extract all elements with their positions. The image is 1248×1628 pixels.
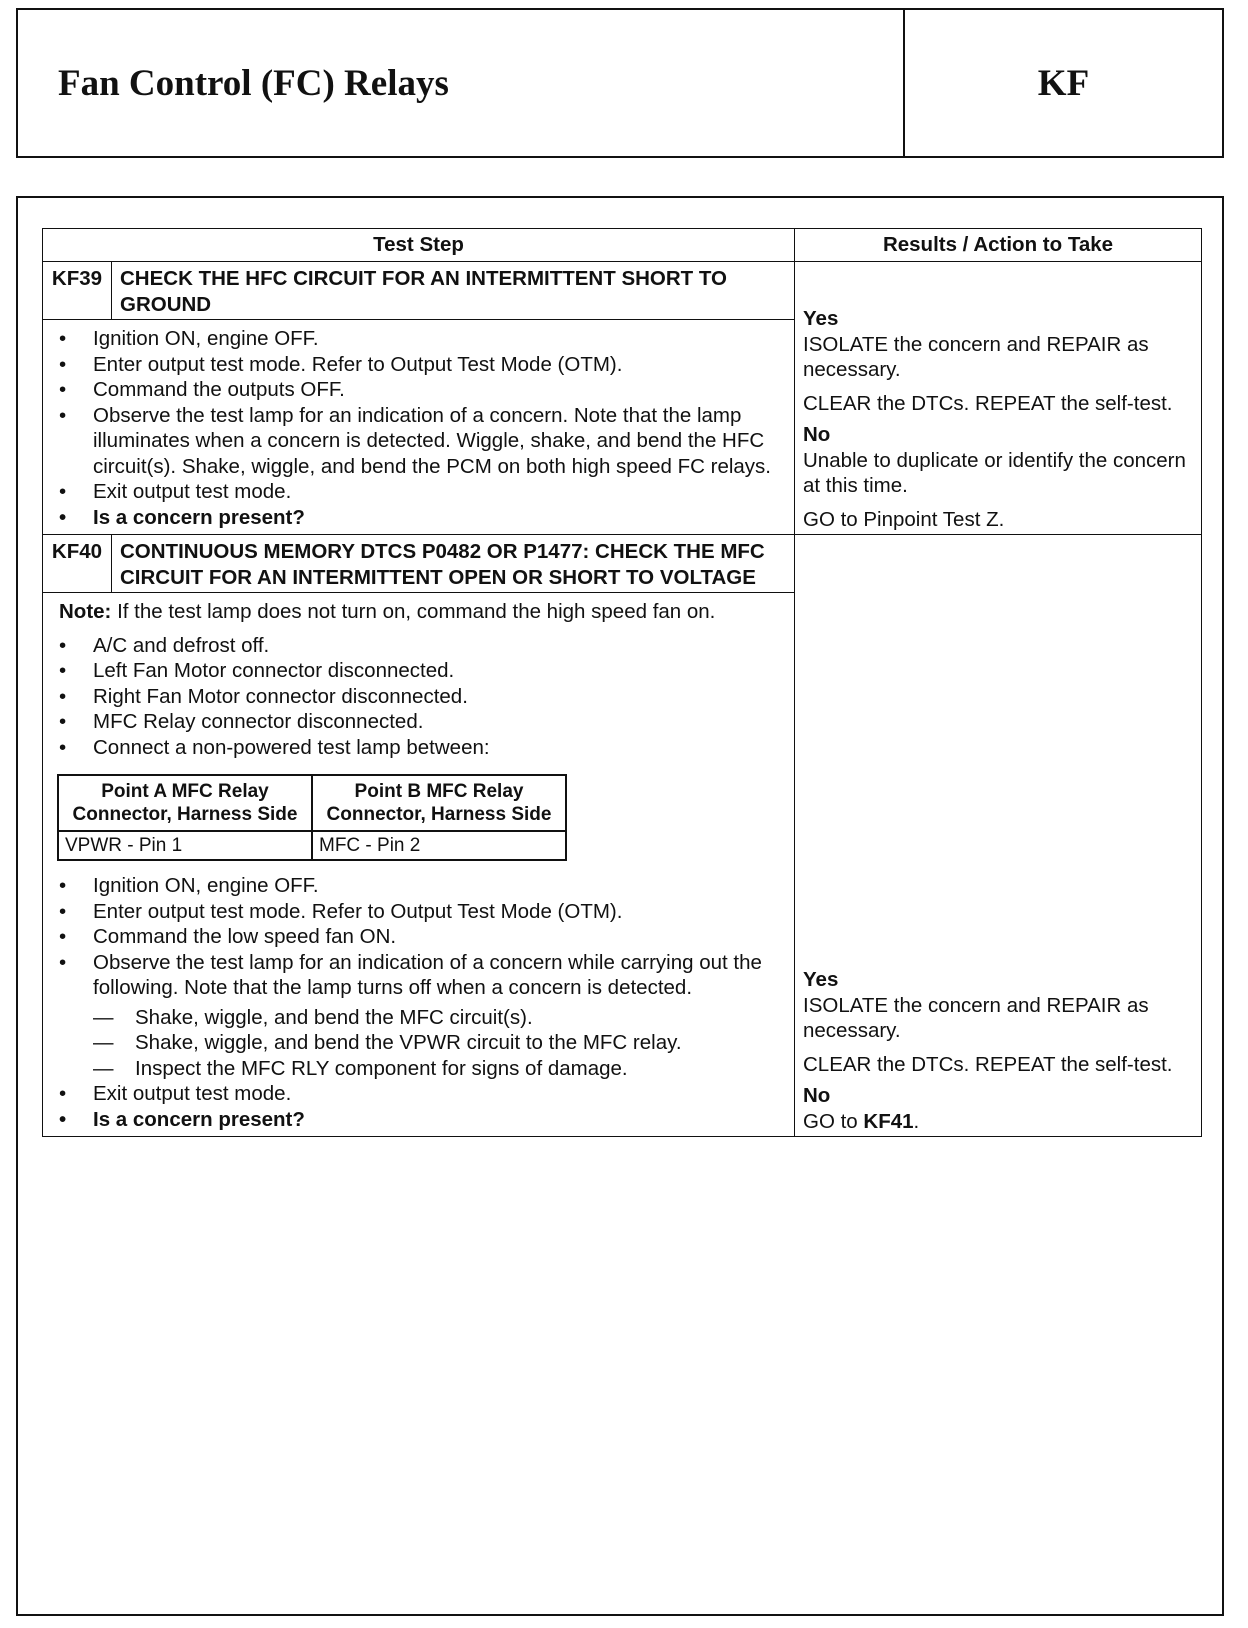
kf39-step-id: KF39 — [43, 262, 112, 320]
kf39-no-line1: Unable to duplicate or identify the concern at this time. — [803, 448, 1186, 497]
kf39-title-row — [43, 262, 1202, 320]
kf40-no-line — [803, 1109, 1193, 1135]
list-item: • Command the outputs OFF. — [51, 377, 786, 403]
pin-table-head-b: Point B MFC Relay Connector, Harness Side — [312, 775, 566, 831]
kf40-bullets-a — [51, 633, 786, 761]
list-item-text: Observe the test lamp for an indication of a concern while carrying out the following. Note that the lamp turns off when a concern is detected. — [93, 950, 762, 999]
list-item: • Enter output test mode. Refer to Output Test Mode (OTM). — [51, 352, 786, 378]
kf40-yes-label: Yes — [803, 968, 839, 991]
list-item: • Exit output test mode. — [51, 1081, 786, 1107]
kf40-title-row — [43, 535, 1202, 593]
kf39-bullets — [51, 326, 786, 530]
list-item: • MFC Relay connector disconnected. — [51, 709, 786, 735]
list-item: • Ignition ON, engine OFF. — [51, 873, 786, 899]
list-item: • Left Fan Motor connector disconnected. — [51, 658, 786, 684]
list-item: • Ignition ON, engine OFF. — [51, 326, 786, 352]
list-item: • Is a concern present? — [51, 1107, 786, 1133]
pin-table-val-b: MFC - Pin 2 — [312, 831, 566, 860]
list-item: • Observe the test lamp for an indication of a concern. Note that the lamp illuminates when a concern is detected. Wiggle, shake, and bend the HFC circuit(s). Shake, wiggle, and bend the PCM on both high speed FC relays. — [51, 403, 786, 480]
kf39-no-line2: GO to Pinpoint Test Z. — [803, 507, 1005, 531]
dash-item: — Shake, wiggle, and bend the VPWR circuit to the MFC relay. — [93, 1030, 786, 1056]
pin-table-head-a: Point A MFC Relay Connector, Harness Side — [58, 775, 312, 831]
table-header-row — [43, 229, 1202, 262]
kf40-no-label: No — [803, 1084, 831, 1107]
list-item: • Is a concern present? — [51, 505, 786, 531]
note-text: If the test lamp does not turn on, command the high speed fan on. — [111, 600, 716, 623]
kf40-no-prefix: GO to — [803, 1109, 864, 1133]
list-item: • Connect a non-powered test lamp between: — [51, 735, 786, 761]
test-step-table — [42, 228, 1202, 1137]
kf40-step-title: CONTINUOUS MEMORY DTCS P0482 OR P1477: CHECK THE MFC CIRCUIT FOR AN INTERMITTENT OPEN OR SHORT TO VOLTAGE — [112, 535, 795, 593]
kf40-note — [51, 599, 786, 625]
kf39-yes-line1: ISOLATE the concern and REPAIR as necessary. — [803, 332, 1149, 381]
page-title: Fan Control (FC) Relays — [18, 10, 905, 156]
kf40-bullets-b — [51, 873, 786, 1132]
col-test-step: Test Step — [43, 229, 795, 262]
kf39-yes-label: Yes — [803, 307, 839, 330]
dash-item: — Inspect the MFC RLY component for signs of damage. — [93, 1056, 786, 1082]
kf40-yes-line1: ISOLATE the concern and REPAIR as necessary. — [803, 993, 1149, 1042]
list-item: • Enter output test mode. Refer to Output Test Mode (OTM). — [51, 899, 786, 925]
note-label: Note: — [59, 600, 112, 623]
kf40-dash-list — [93, 1005, 786, 1082]
pin-table — [57, 774, 567, 861]
kf39-step-title: CHECK THE HFC CIRCUIT FOR AN INTERMITTENT SHORT TO GROUND — [112, 262, 795, 320]
list-item: • Exit output test mode. — [51, 479, 786, 505]
page-header — [16, 8, 1224, 158]
section-code: KF — [1037, 62, 1090, 104]
kf40-body — [43, 593, 795, 1137]
kf39-body — [43, 320, 795, 535]
list-item: • Right Fan Motor connector disconnected. — [51, 684, 786, 710]
col-results: Results / Action to Take — [795, 229, 1202, 262]
kf40-results — [795, 535, 1202, 1137]
kf41-link[interactable]: KF41 — [863, 1109, 914, 1133]
kf39-no-label: No — [803, 423, 831, 446]
kf40-yes-line2: CLEAR the DTCs. REPEAT the self-test. — [803, 1052, 1173, 1076]
list-item: • Command the low speed fan ON. — [51, 924, 786, 950]
kf40-step-id: KF40 — [43, 535, 112, 593]
list-item: • A/C and defrost off. — [51, 633, 786, 659]
kf40-no-suffix: . — [913, 1109, 920, 1133]
kf39-yes-line2: CLEAR the DTCs. REPEAT the self-test. — [803, 391, 1173, 415]
dash-item: — Shake, wiggle, and bend the MFC circuit(s). — [93, 1005, 786, 1031]
list-item — [51, 950, 786, 1082]
kf39-results — [795, 262, 1202, 535]
pin-table-val-a: VPWR - Pin 1 — [58, 831, 312, 860]
